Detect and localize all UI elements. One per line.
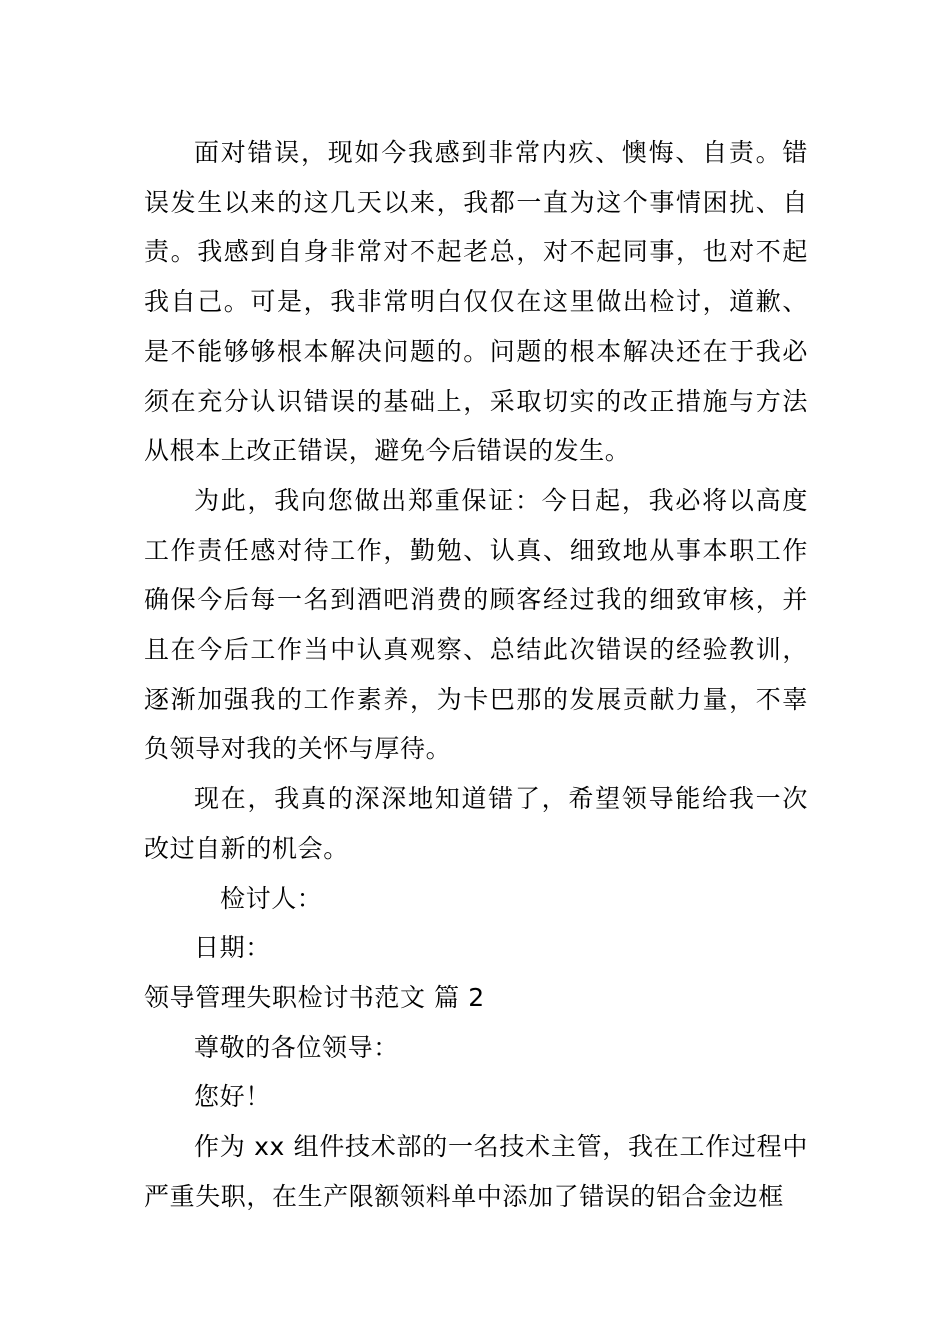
paragraph-request: 现在，我真的深深地知道错了，希望领导能给我一次改过自新的机会。 xyxy=(144,784,808,863)
paragraph-role-statement: 作为 xx 组件技术部的一名技术主管，我在工作过程中严重失职，在生产限额领料单中添加了错误的铝合金边框 xyxy=(144,1132,808,1211)
signer-label: 检讨人： xyxy=(220,883,323,913)
paragraph-pledge: 为此，我向您做出郑重保证：今日起，我必将以高度工作责任感对待工作，勤勉、认真、细致地从事本职工作确保今后每一名到酒吧消费的顾客经过我的细致审核，并且在今后工作当中认真观察、总结此次错误的经验教训，逐渐加强我的工作素养，为卡巴那的发展贡献力量，不辜负领导对我的关怀与厚待。 xyxy=(144,485,808,764)
salutation: 尊敬的各位领导： xyxy=(194,1032,399,1062)
date-label: 日期： xyxy=(194,933,271,963)
greeting: 您好！ xyxy=(194,1082,271,1112)
document-body xyxy=(144,128,808,1221)
paragraph-remorse: 面对错误，现如今我感到非常内疚、懊悔、自责。错误发生以来的这几天以来，我都一直为这个事情困扰、自责。我感到自身非常对不起老总，对不起同事，也对不起我自己。可是，我非常明白仅仅在这里做出检讨，道歉、是不能够够根本解决问题的。问题的根本解决还在于我必须在充分认识错误的基础上，采取切实的改正措施与方法从根本上改正错误，避免今后错误的发生。 xyxy=(144,138,808,466)
section-heading: 领导管理失职检讨书范文 篇 2 xyxy=(144,982,485,1012)
